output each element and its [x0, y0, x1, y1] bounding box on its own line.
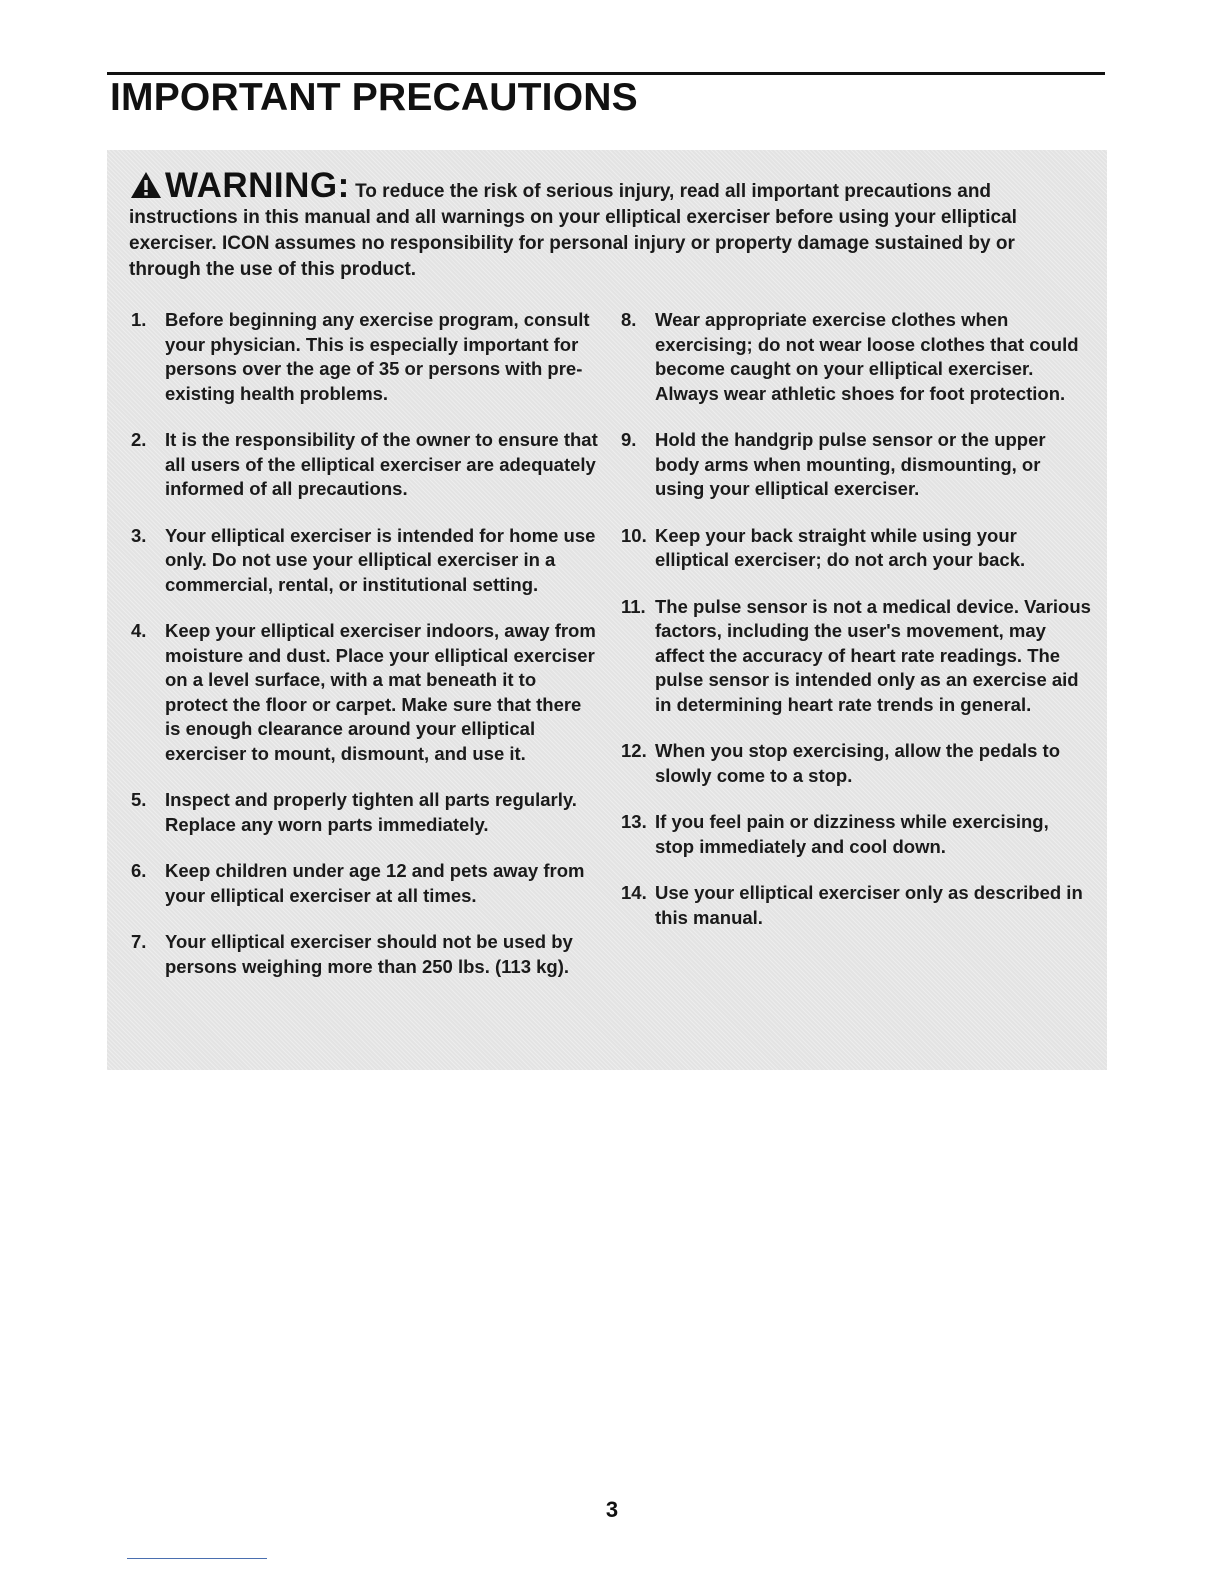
precaution-text: Use your elliptical exerciser only as described in this manual. — [655, 882, 1083, 928]
precaution-text: Hold the handgrip pulse sensor or the upper body arms when mounting, dismounting, or using your elliptical exerciser. — [655, 429, 1046, 499]
footer-rule — [127, 1558, 267, 1559]
precaution-text: Keep children under age 12 and pets away from your elliptical exerciser at all times. — [165, 860, 585, 906]
precaution-item — [131, 788, 599, 837]
precaution-text: It is the responsibility of the owner to ensure that all users of the elliptical exerciser are adequately informed of all precautions. — [165, 429, 598, 499]
precaution-number: 13. — [621, 811, 647, 832]
page-number: 3 — [605, 1497, 619, 1522]
precaution-number: 1. — [131, 309, 147, 330]
precaution-text: Keep your back straight while using your elliptical exerciser; do not arch your back. — [655, 524, 1026, 570]
precaution-text: The pulse sensor is not a medical device. Various factors, including the user's movement, may affect the accuracy of heart rate readings. The pulse sensor is intended only as an exercise aid in determining heart rate trends in general. — [655, 595, 1091, 715]
precaution-item — [621, 881, 1091, 930]
precaution-number: 2. — [131, 429, 147, 450]
precaution-item — [621, 524, 1091, 573]
precaution-number: 5. — [131, 789, 147, 810]
warning-triangle-icon — [129, 170, 163, 200]
precaution-item — [131, 428, 599, 502]
precaution-number: 10. — [621, 524, 647, 546]
precaution-number: 8. — [621, 309, 637, 330]
precaution-number: 4. — [131, 620, 147, 641]
precaution-text: Wear appropriate exercise clothes when exercising; do not wear loose clothes that could become caught on your elliptical exerciser. Always wear athletic shoes for foot protection. — [655, 309, 1079, 404]
precaution-number: 9. — [621, 429, 637, 450]
page-title: IMPORTANT PRECAUTIONS — [110, 76, 638, 119]
precaution-item — [621, 428, 1091, 502]
warning-box — [107, 150, 1107, 1070]
precaution-number: 12. — [621, 740, 647, 761]
precaution-number: 7. — [131, 931, 147, 952]
precaution-text: Your elliptical exerciser should not be used by persons weighing more than 250 lbs. (113 kg). — [165, 931, 573, 977]
precaution-text: If you feel pain or dizziness while exercising, stop immediately and cool down. — [655, 811, 1049, 857]
precaution-item — [131, 308, 599, 406]
precaution-text: Before beginning any exercise program, consult your physician. This is especially important for persons over the age of 35 or persons with pre-existing health problems. — [165, 309, 590, 404]
precaution-number: 11. — [621, 595, 646, 617]
precaution-item — [131, 859, 599, 908]
precaution-text: Your elliptical exerciser is intended for home use only. Do not use your elliptical exerciser in a commercial, rental, or institutional setting. — [165, 524, 596, 595]
precaution-item — [621, 308, 1091, 406]
precaution-number: 14. — [621, 882, 647, 903]
precaution-text: Inspect and properly tighten all parts regularly. Replace any worn parts immediately. — [165, 789, 577, 835]
title-rule — [107, 72, 1105, 75]
precaution-text: When you stop exercising, allow the pedals to slowly come to a stop. — [655, 740, 1061, 786]
warning-text: To reduce the risk of serious injury, read all important precautions and instructions in this manual and all warnings on your elliptical exerciser before using your elliptical exerciser. ICON assumes no responsibility for personal injury or property damage sustained by or through the use of this product. — [129, 181, 1017, 280]
precaution-item — [131, 524, 599, 598]
precaution-item — [621, 810, 1091, 859]
warning-intro — [129, 166, 1079, 283]
warning-heading: WARNING: — [165, 166, 350, 205]
precaution-item — [621, 595, 1091, 718]
precaution-item — [131, 930, 599, 979]
precautions-right-column — [621, 308, 1091, 952]
precaution-number: 6. — [131, 860, 147, 881]
precautions-left-column — [131, 308, 599, 1001]
precaution-number: 3. — [131, 524, 147, 546]
precaution-item — [131, 619, 599, 766]
precaution-text: Keep your elliptical exerciser indoors, away from moisture and dust. Place your elliptical exerciser on a level surface, with a mat beneath it to protect the floor or carpet. Make sure that there is enough clearance around your elliptical exerciser to mount, dismount, and use it. — [165, 620, 596, 764]
precaution-item — [621, 739, 1091, 788]
